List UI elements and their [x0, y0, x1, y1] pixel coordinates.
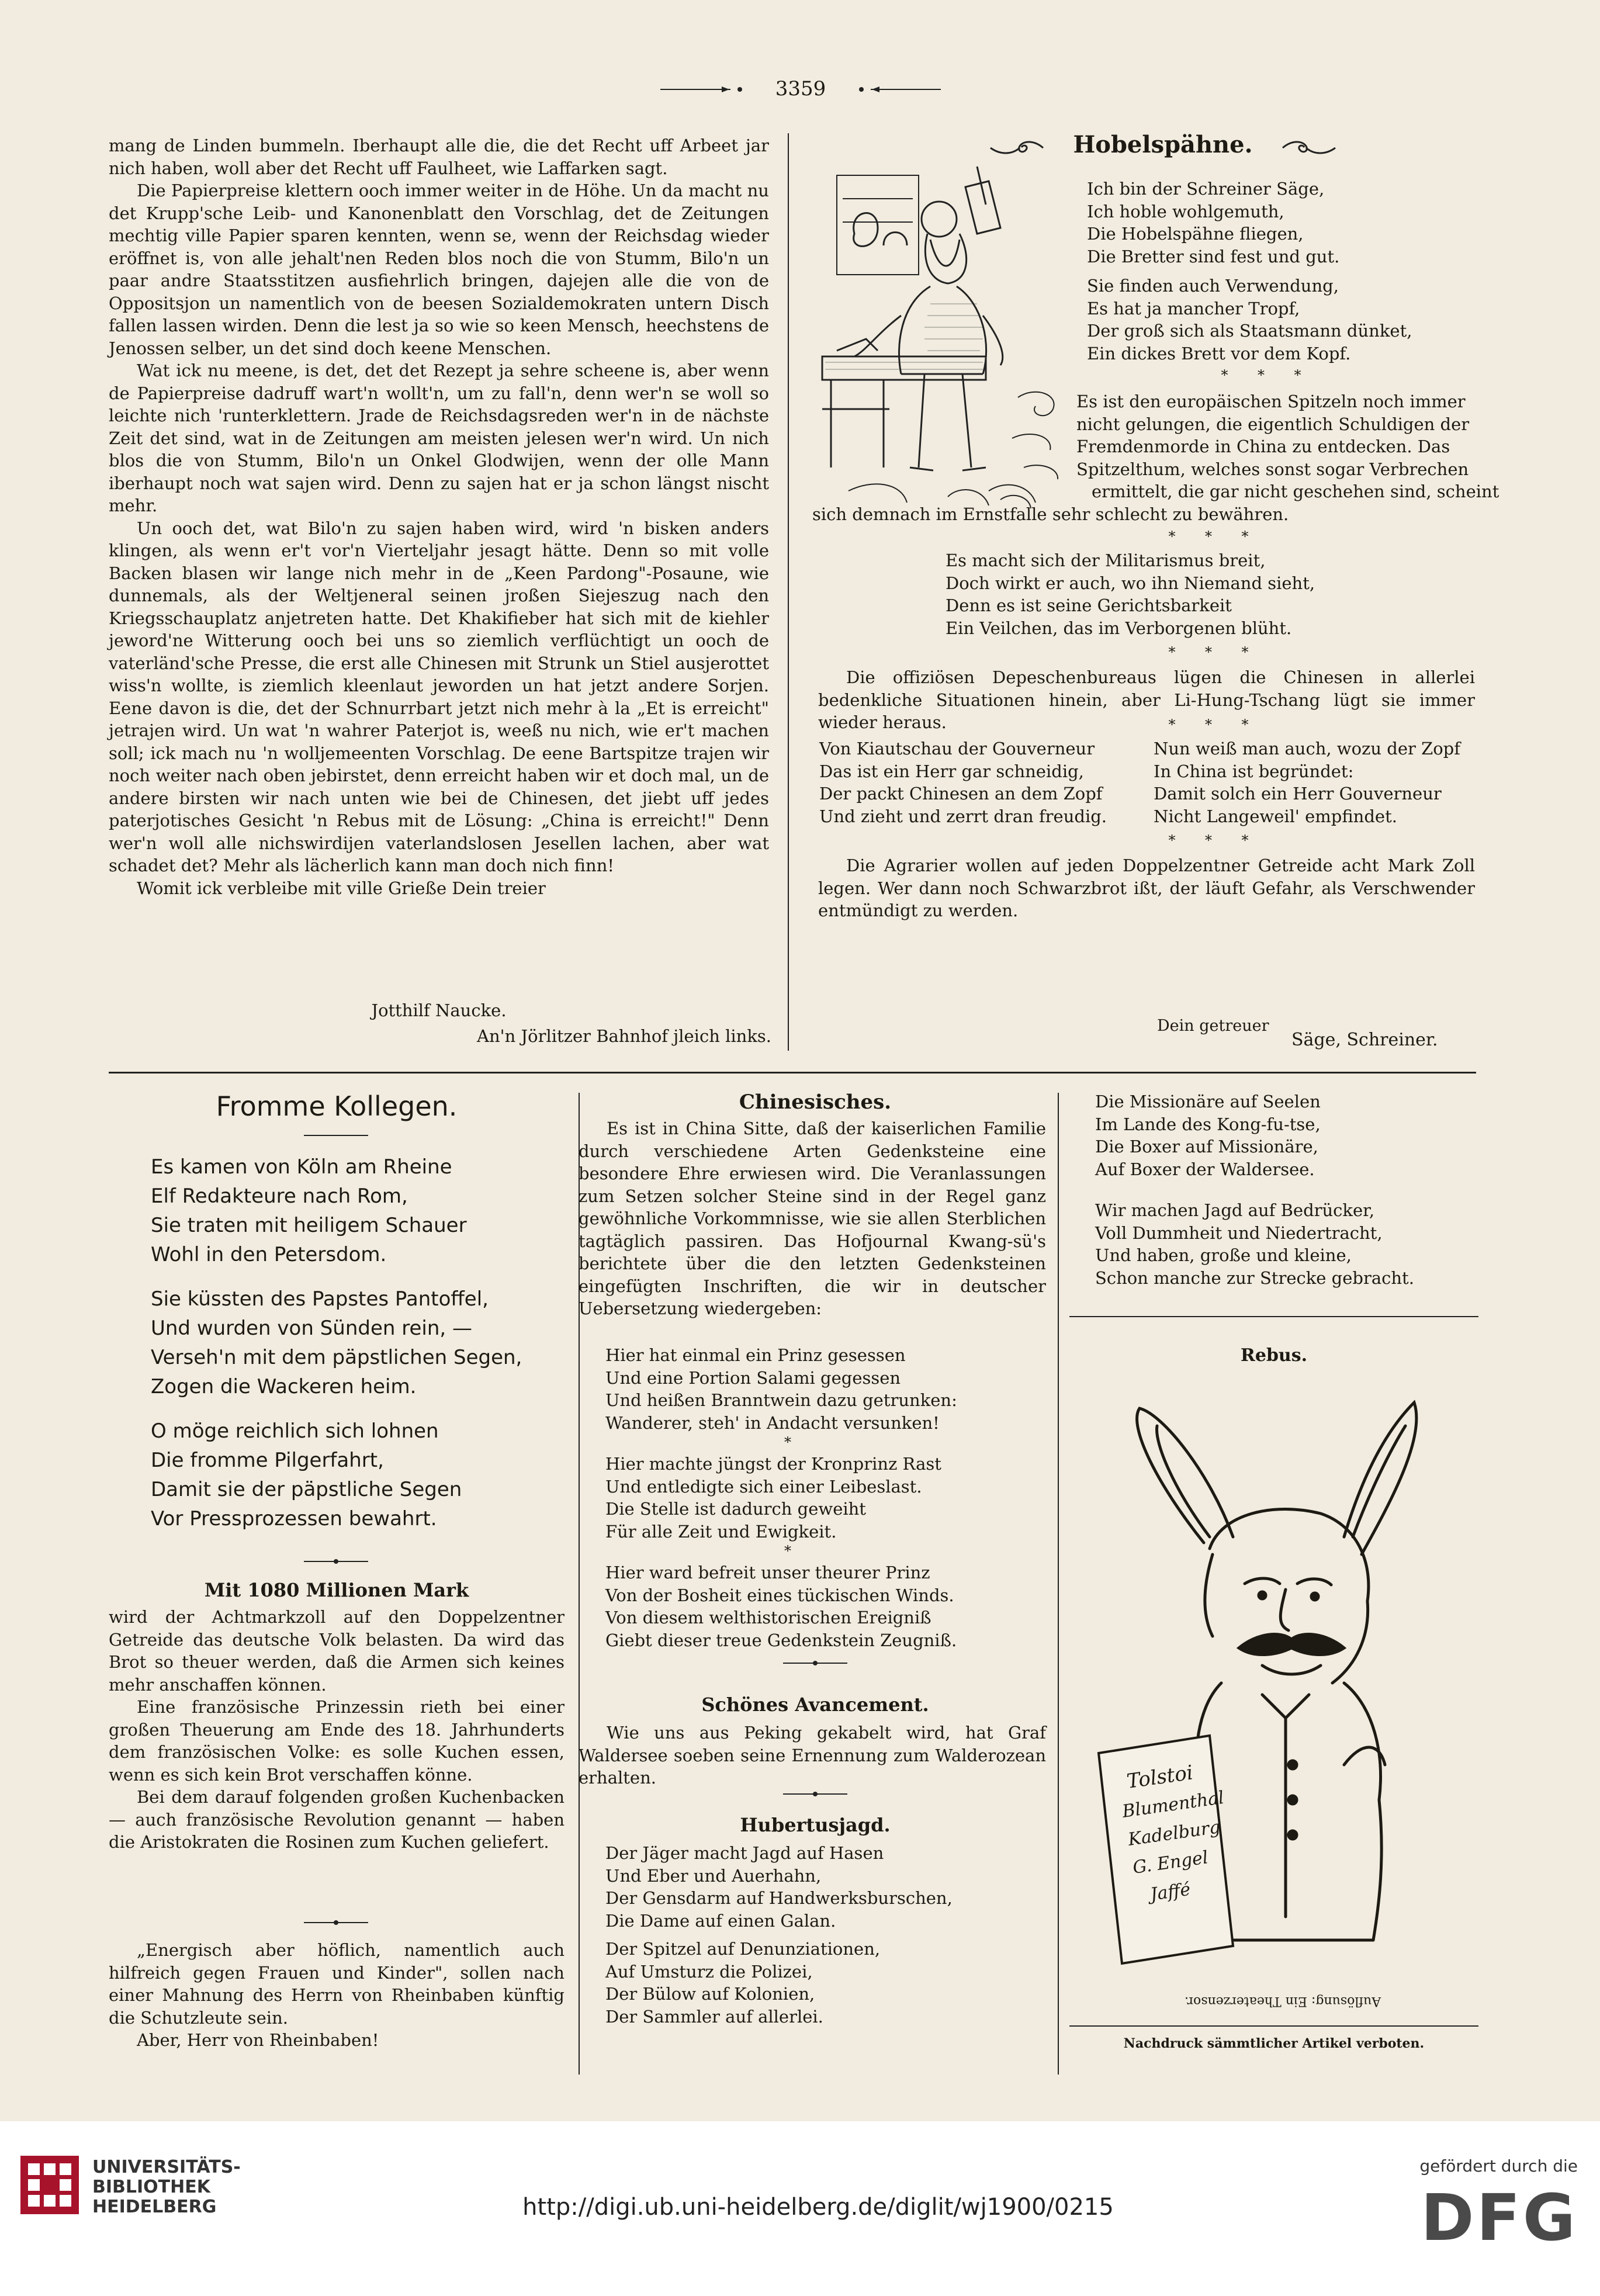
energisch-article [109, 1939, 564, 2052]
section-separator-stars: * [784, 1434, 794, 1450]
heidelberg-logo [18, 2153, 82, 2217]
verse-line: Der Gensdarm auf Handwerksburschen, [605, 1888, 953, 1908]
verse-line: Damit sie der päpstliche Segen [151, 1478, 462, 1501]
verse-line: Schon manche zur Strecke gebracht. [1095, 1268, 1414, 1288]
hubertus-stanza-4 [1095, 1199, 1414, 1289]
page-header [660, 75, 941, 104]
chinesisches-title: Chinesisches. [739, 1090, 892, 1114]
hubertus-stanza-3 [1095, 1090, 1321, 1180]
rebus-notice: Nachdruck sämmtlicher Artikel verboten. [1123, 2036, 1425, 2051]
source-url[interactable]: http://digi.ub.uni-heidelberg.de/diglit/wj1900/0215 [522, 2194, 1114, 2221]
million-article [109, 1606, 564, 1854]
rebus-title: Rebus. [1240, 1345, 1308, 1366]
verse-line: Und haben, große und kleine, [1095, 1245, 1352, 1265]
hubertus-stanza-1 [605, 1842, 953, 1932]
verse-line: Hier hat einmal ein Prinz gesessen [605, 1345, 906, 1365]
fromme-title: Fromme Kollegen. [216, 1090, 458, 1122]
separator-ornament [783, 1660, 847, 1667]
verse-line: Die Boxer auf Missionäre, [1095, 1137, 1318, 1156]
verse-line: Nun weiß man auch, wozu der Zopf [1154, 739, 1460, 759]
berlin-letter-signature-name: Jotthilf Naucke. [371, 1000, 507, 1020]
column-divider [788, 133, 789, 1051]
rebus-sheet-line-4: G. Engel [1131, 1847, 1210, 1878]
chinesisches-stanza-3 [605, 1561, 957, 1651]
hobel-sign-name: Säge, Schreiner. [1291, 1030, 1438, 1050]
verse-line: Voll Dummheit und Niedertracht, [1095, 1223, 1383, 1243]
hobel-title-block [988, 130, 1338, 165]
energisch-paragraph: Aber, Herr von Rheinbaben! [137, 2030, 379, 2050]
verse-line: Die Hobelspähne fliegen, [1087, 224, 1304, 244]
digitization-footer [0, 2121, 1600, 2296]
million-paragraph: wird der Achtmarkzoll auf den Doppelzentner Getreide das deutsche Volk belasten. Da wird das Brot so theuer werden, daß die Armen sich keines mehr anschaffen können. [109, 1607, 564, 1695]
hobel-prose-3: Die Agrarier wollen auf jeden Doppelzentner Getreide acht Mark Zoll legen. Wer dann noch Schwarzbrot ißt, der läuft Gefahr, als Verschwender entmündigt zu werden. [818, 856, 1475, 920]
berlin-letter-paragraph: mang de Linden bummeln. Iberhaupt alle die, die det Recht uff Arbeet jar nich haben, woll aber det Recht uff Faulheet, wie Laffarken sagt. [109, 136, 769, 178]
section-separator-stars: * * * [1168, 644, 1251, 660]
column-divider [1058, 1093, 1059, 2075]
verse-line: Ich hoble wohlgemuth, [1087, 201, 1284, 221]
verse-line: Giebt dieser treue Gedenkstein Zeugniß. [605, 1630, 957, 1650]
horizontal-divider [109, 1072, 1476, 1073]
section-separator-stars: * [784, 1543, 794, 1559]
verse-line: Von Kiautschau der Gouverneur [819, 739, 1095, 759]
hobel-prose-1 [812, 390, 1499, 525]
million-paragraph: Eine französische Prinzessin rieth bei einer großen Theuerung am Ende des 18. Jahrhunderts dem französischen Volke: es solle Kuchen essen, wenn es sich kein Brot verschaffen könne. [109, 1697, 564, 1785]
verse-line: Von der Bosheit eines tückischen Winds. [605, 1585, 954, 1605]
verse-line: Nicht Langeweil' empfindet. [1154, 806, 1397, 826]
section-rule [1069, 2025, 1478, 2027]
berlin-letter-paragraph: Un ooch det, wat Bilo'n zu sajen haben wird, wird 'n bisken anders klingen, als wenn er't vor'n Vierteljahr jesagt hätte. Denn so mit volle Backen blasen wir lange nich mehr in de „Keen Pardong"-Posaune, wie dunnemals, als der Weltjeneral seinen jroßen Siejeszug nach den Kriegsschauplatz anjetreten hatte. Det Khakifieber hat sich mit de kiehler jeword'ne Witterung ooch bei uns so ziemlich verflüchtigt un ooch de vaterländ'sche Presse, die erst alle Chinesen mit Strunk un Stiel ausjerottet wiss'n wollte, is ziemlich kleenlaut jeworden un hat jetzt andere Sorjen. Eene davon is die, det der Schnurrbart jetzt nich mehr à la „Et is erreicht" jetrajen wird. Un wat 'n wahrer Paterjot is, weeß nu nich, wie er't machen soll; ick mach nu 'n wolljemeenten Vorschlag. De eene Bartspitze trajen wir noch weiter nach oben jebirstet, denn erreicht haben wir et doch mal, un de andere birsten wir nach unten wie bei de Chinesen, det jiebt uff jedes paterjotisches Gesicht 'n Rebus mit de Lösung: „China is erreicht!" Denn wer'n woll alle nichswirdijen vaterlandslosen Jesellen lachen, aber wat schadet det? Mehr als lächerlich kann man doch nich finn! [109, 518, 769, 875]
verse-line: Auf Boxer der Waldersee. [1095, 1159, 1315, 1179]
hobel-verse-1 [1087, 178, 1339, 268]
rebus-sheet-line-1: Tolstoi [1125, 1761, 1194, 1793]
separator-ornament [304, 1558, 368, 1565]
section-rule [1069, 1316, 1478, 1317]
berlin-letter-signature-address: An'n Jörlitzer Bahnhof jleich links. [477, 1026, 771, 1046]
verse-line: Hier machte jüngst der Kronprinz Rast [605, 1454, 941, 1474]
verse-line: Sie küssten des Papstes Pantoffel, [151, 1287, 489, 1311]
berlin-letter [109, 134, 769, 899]
section-separator-stars: * * * [1168, 716, 1251, 733]
hobel-title: Hobelspähne. [1073, 131, 1253, 158]
verse-line: Für alle Zeit und Ewigkeit. [605, 1521, 837, 1542]
institution-line: HEIDELBERG [92, 2197, 217, 2217]
verse-line: O möge reichlich sich lohnen [151, 1419, 439, 1443]
section-separator-stars: * * * [1168, 832, 1251, 849]
verse-line: Es hat ja mancher Tropf, [1087, 298, 1300, 318]
hobel-verse-3 [946, 549, 1315, 639]
prose-line: Es ist den europäischen Spitzeln noch immer [1076, 392, 1466, 411]
fromme-stanza-2 [151, 1284, 522, 1401]
verse-line: Und entledigte sich einer Leibeslast. [605, 1476, 922, 1497]
million-title: Mit 1080 Millionen Mark [204, 1579, 469, 1601]
verse-line: Die Bretter sind fest und gut. [1087, 246, 1340, 266]
separator-ornament [304, 1919, 368, 1926]
hobel-prose-2: Die offiziösen Depeschenbureaus lügen die Chinesen in allerlei bedenkliche Situationen hinein, aber Li-Hung-Tschang lügt sie immer wieder heraus. [818, 667, 1475, 732]
prose-line: Spitzelthum, welches sonst sogar Verbrechen [1076, 459, 1469, 479]
verse-line: Der Jäger macht Jagd auf Hasen [605, 1843, 884, 1863]
verse-line: Der Bülow auf Kolonien, [605, 1984, 815, 2004]
prose-line: ermittelt, die gar nicht geschehen sind, scheint [1092, 482, 1499, 501]
verse-line: Die Missionäre auf Seelen [1095, 1092, 1321, 1111]
verse-line: Und heißen Branntwein dazu getrunken: [605, 1390, 957, 1410]
berlin-letter-paragraph: Die Papierpreise klettern ooch immer weiter in de Höhe. Un da macht nu det Krupp'sche Leib- und Kanonenblatt den Vorschlag, det de Zeitungen mechtig ville Papier sparen kennten, wenn se, wenn der Reichsdag wieder eröffnet is, von alle jehalt'nen Reden blos noch die von Stumm, Bilo'n un paar andre Staatsstitzen ausfiehrlich bringen, dajejen alle die von de Oppositsjon un namentlich von de beesen Sozialdemokraten untern Disch fallen lassen wirden. Denn die lest ja so wie so keen Mensch, heechstens de Jenossen selber, un det sind doch keene Menschen. [109, 181, 769, 358]
verse-line: In China ist begründet: [1154, 761, 1354, 781]
chinesisches-paragraph: Es ist in China Sitte, daß der kaiserlichen Familie durch verschiedene Arten Gedenksteine eine besondere Ehre erwiesen wird. Die Veranlassungen zum Setzen solcher Steine sind in der Regel ganz gewöhnliche Vorkommnisse, wie sie allen Sterblichen tagtäglich passiren. Das Hofjournal Kwang-sü's berichtete über die den letzten Gedenksteinen eingefügten Inschriften, die wir in deutscher Uebersetzung wiedergeben: [579, 1118, 1046, 1318]
verse-line: Die fromme Pilgerfahrt, [151, 1449, 384, 1472]
verse-line: Sie traten mit heiligem Schauer [151, 1214, 467, 1237]
hobel-verse-4-right [1154, 737, 1460, 827]
berlin-letter-paragraph: Wat ick nu meene, is det, det det Rezept ja sehre scheene is, aber wenn de Papierpreise dadruff wart'n wollt'n, um zu fall'n, denn wer'n se woll so leichte nich 'runterklettern. Jrade de Reichsdagsreden wer'n in de nächste Zeit det sind, wat in de Zeitungen am meisten jelesen wer'n wird. Un nich blos die von Stumm, Bilo'n un Onkel Glodwijen, wenn der olle Mann iberhaupt noch wat sajen wird. Denn zu sajen hat er ja schon längst nischt mehr. [109, 361, 769, 515]
institution-name [92, 2158, 241, 2217]
verse-line: Der Sammler auf allerlei. [605, 2006, 823, 2027]
ornament-right [1280, 139, 1338, 157]
verse-line: Doch wirkt er auch, wo ihn Niemand sieht, [946, 573, 1315, 593]
energisch-paragraph: „Energisch aber höflich, namentlich auch hilfreich gegen Frauen und Kinder", sollen nach einer Mahnung des Herrn von Rheinbaben künftig die Schutzleute sein. [109, 1940, 564, 2028]
rebus-solution-upside-down: Auflösung: Ein Theaterzensor. [1184, 1994, 1381, 2008]
verse-line: Das ist ein Herr gar schneidig, [819, 761, 1084, 781]
hubertus-title: Hubertusjagd. [740, 1814, 891, 1836]
avancement-title: Schönes Avancement. [701, 1694, 929, 1716]
hobel-sign-prefix: Dein getreuer [1157, 1017, 1269, 1035]
chinesisches-stanza-2 [605, 1453, 941, 1543]
prose-line: nicht gelungen, die eigentlich Schuldigen der [1076, 414, 1470, 434]
verse-line: Ein Veilchen, das im Verborgenen blüht. [946, 618, 1292, 638]
verse-line: Der groß sich als Staatsmann dünket, [1087, 321, 1412, 341]
verse-line: Im Lande des Kong-fu-tse, [1095, 1114, 1321, 1134]
verse-line: Ich bin der Schreiner Säge, [1087, 179, 1325, 199]
verse-line: Und zieht und zerrt dran freudig. [819, 806, 1107, 826]
verse-line: Der packt Chinesen an dem Zopf [819, 784, 1103, 804]
section-separator-stars: * * * [1168, 528, 1251, 545]
fromme-stanza-1 [151, 1152, 467, 1269]
verse-line: Vor Pressprozessen bewahrt. [151, 1507, 437, 1530]
verse-line: Ein dickes Brett vor dem Kopf. [1087, 343, 1351, 363]
verse-line: Die Stelle ist dadurch geweiht [605, 1499, 866, 1519]
verse-line: Auf Umsturz die Polizei, [605, 1961, 813, 1982]
verse-line: Es kamen von Köln am Rheine [151, 1155, 452, 1179]
verse-line: Wir machen Jagd auf Bedrücker, [1095, 1200, 1375, 1220]
hubertus-stanza-2 [605, 1938, 880, 2028]
separator-ornament [783, 1791, 847, 1798]
verse-line: Die Dame auf einen Galan. [605, 1910, 836, 1931]
section-separator-stars: * * * [1221, 367, 1304, 383]
hobel-verse-2 [1087, 275, 1412, 365]
header-ornament-left [660, 85, 748, 93]
verse-line: Verseh'n mit dem päpstlichen Segen, [151, 1346, 522, 1369]
avancement-paragraph: Wie uns aus Peking gekabelt wird, hat Graf Waldersee soeben seine Ernennung zum Walderozean erhalten. [579, 1723, 1046, 1788]
rebus-sheet-line-5: Jaffé [1149, 1879, 1192, 1905]
dfg-logo: DFG [1421, 2180, 1578, 2255]
rebus-sheet-line-2: Blumenthal [1121, 1787, 1225, 1822]
institution-line: BIBLIOTHEK [92, 2177, 210, 2197]
header-ornament-right [853, 85, 941, 93]
page-number: 3359 [775, 77, 826, 101]
verse-line: Von diesem welthistorischen Ereigniß [605, 1608, 931, 1627]
hobel-verse-4-left [819, 737, 1107, 827]
verse-line: Wohl in den Petersdom. [151, 1243, 387, 1266]
rebus-caricature [1087, 1391, 1461, 1975]
berlin-letter-closing: Womit ick verbleibe mit ville Grieße Dein treier [137, 878, 546, 898]
prose-line: Fremdenmorde in China zu entdecken. Das [1076, 437, 1450, 456]
verse-line: Und wurden von Sünden rein, — [151, 1317, 472, 1340]
chinesisches-stanza-1 [605, 1344, 957, 1434]
rebus-sheet-line-3: Kadelburg [1127, 1817, 1222, 1850]
verse-line: Hier ward befreit unser theurer Prinz [605, 1563, 930, 1582]
verse-line: Damit solch ein Herr Gouverneur [1154, 784, 1442, 804]
verse-line: Wanderer, steh' in Andacht versunken! [605, 1412, 940, 1433]
verse-line: Sie finden auch Verwendung, [1087, 276, 1339, 296]
ornament-left [988, 139, 1046, 157]
funding-note: gefördert durch die [1419, 2156, 1578, 2176]
verse-line: Denn es ist seine Gerichtsbarkeit [946, 595, 1232, 615]
prose-line: sich demnach im Ernstfalle sehr schlecht zu bewähren. [812, 504, 1289, 524]
verse-line: Und eine Portion Salami gegessen [605, 1367, 901, 1388]
verse-line: Der Spitzel auf Denunziationen, [605, 1939, 881, 1959]
title-underline [304, 1135, 368, 1136]
verse-line: Zogen die Wackeren heim. [151, 1375, 417, 1398]
verse-line: Elf Redakteure nach Rom, [151, 1185, 408, 1208]
million-paragraph: Bei dem darauf folgenden großen Kuchenbacken — auch französische Revolution genannt — haben die Aristokraten die Rosinen zum Kuchen geliefert. [109, 1787, 564, 1852]
institution-line: UNIVERSITÄTS- [92, 2157, 241, 2177]
fromme-stanza-3 [151, 1417, 462, 1533]
verse-line: Es macht sich der Militarismus breit, [946, 550, 1266, 570]
verse-line: Und Eber und Auerhahn, [605, 1865, 822, 1886]
